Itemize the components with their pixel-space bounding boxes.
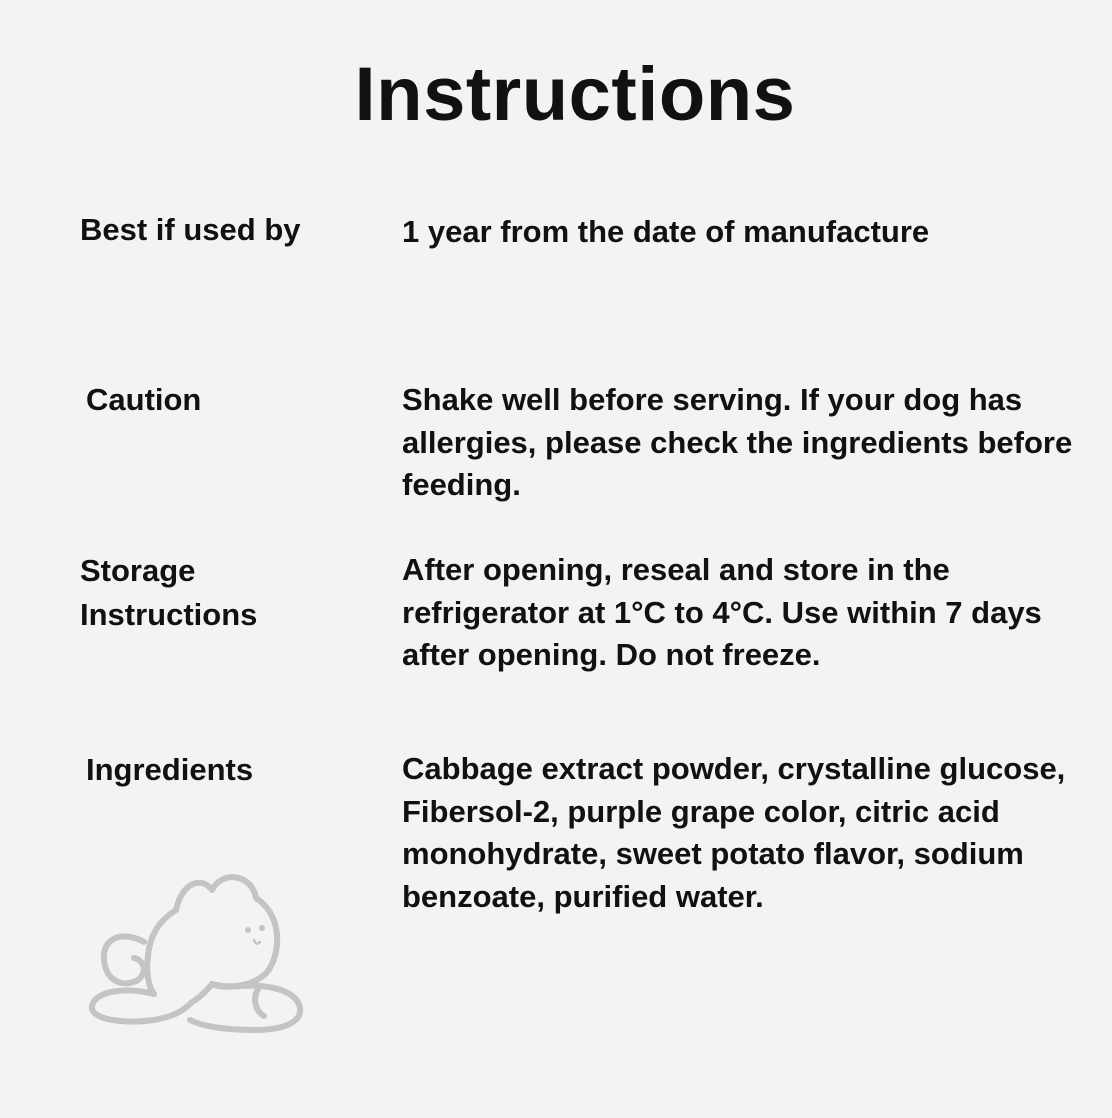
storage-instructions-label: Storage Instructions [80, 553, 258, 632]
caution-value: Shake well before serving. If your dog has allergies, please check the ingredients before feeding. [402, 382, 1073, 502]
storage-instructions-value: After opening, reseal and store in the refrigerator at 1°C to 4°C. Use within 7 days after opening. Do not freeze. [402, 552, 1042, 672]
best-if-used-by-label: Best if used by [80, 212, 301, 247]
best-if-used-by-value: 1 year from the date of manufacture [402, 214, 930, 249]
caution-label: Caution [86, 382, 202, 417]
ingredients-value: Cabbage extract powder, crystalline glucose, Fibersol-2, purple grape color, citric acid monohydrate, sweet potato flavor, sodium benzoate, purified water. [402, 751, 1066, 914]
dog-mascot-icon [84, 860, 314, 1045]
page-title: Instructions [354, 52, 796, 137]
ingredients-label: Ingredients [86, 752, 254, 787]
